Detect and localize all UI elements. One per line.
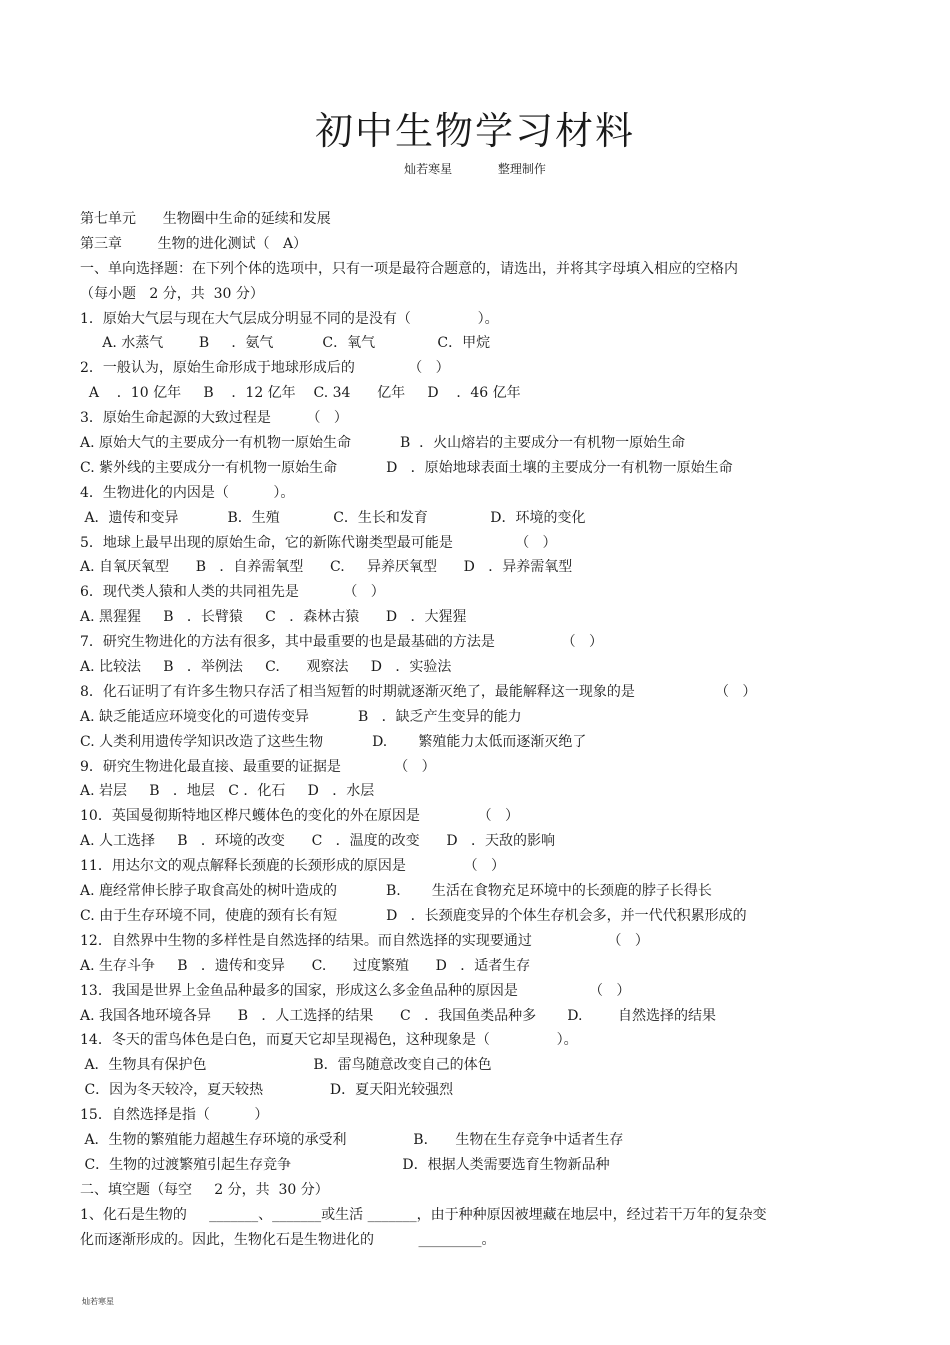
text-line: A．生物具有保护色 B．雷鸟随意改变自己的体色 — [80, 1057, 492, 1074]
document-body — [80, 207, 880, 1252]
text-line: 13．我国是世界上金鱼品种最多的国家，形成这么多金鱼品种的原因是 （ ） — [80, 982, 631, 999]
text-line: A. 鹿经常伸长脖子取食高处的树叶造成的 B. 生活在食物充足环境中的长颈鹿的脖子长得长 — [80, 883, 712, 900]
author: 灿若寒星 — [404, 162, 453, 176]
footer-text: 灿若寒星 — [82, 1297, 114, 1306]
text-line: A．遗传和变异 B．生殖 C．生长和发育 D．环境的变化 — [80, 509, 586, 526]
text-line: A. 水蒸气 B ．氨气 C．氧气 C．甲烷 — [80, 335, 491, 352]
text-line: 化而逐渐形成的。因此，生物化石是生物进化的 _________。 — [80, 1231, 496, 1248]
text-line: C. 人类利用遗传学知识改造了这些生物 D. 繁殖能力太低而逐渐灭绝了 — [80, 733, 587, 750]
text-line: A. 我国各地环境各异 B ．人工选择的结果 C ．我国鱼类品种多 D. 自然选择的结果 — [80, 1007, 717, 1024]
text-line: A. 比较法 B ．举例法 C. 观察法 D ．实验法 — [80, 659, 452, 676]
text-line: A. 自氧厌氧型 B ．自养需氧型 C. 异养厌氧型 D ．异养需氧型 — [80, 559, 573, 576]
text-line: 14．冬天的雷鸟体色是白色，而夏天它却呈现褐色，这种现象是（ ）。 — [80, 1032, 578, 1049]
text-line: C. 由于生存环境不同，使鹿的颈有长有短 D ．长颈鹿变异的个体生存机会多，并一代代积累形成的 — [80, 907, 747, 924]
text-line: 3．原始生命起源的大致过程是 （ ） — [80, 410, 348, 427]
text-line: 5．地球上最早出现的原始生命，它的新陈代谢类型最可能是 （ ） — [80, 534, 557, 551]
text-line: A. 岩层 B ．地层 C ．化石 D ．水层 — [80, 783, 375, 800]
text-line: A. 生存斗争 B ．遗传和变异 C. 过度繁殖 D ．适者生存 — [80, 957, 531, 974]
text-line: 第七单元 生物圈中生命的延续和发展 — [80, 211, 331, 227]
text-line: 8．化石证明了有许多生物只存活了相当短暂的时期就逐渐灭绝了，最能解释这一现象的是 （ ） — [80, 683, 757, 700]
text-line: 2．一般认为，原始生命形成于地球形成后的 （ ） — [80, 360, 450, 377]
text-line: 11．用达尔文的观点解释长颈鹿的长颈形成的原因是 （ ） — [80, 858, 506, 875]
subtitle — [0, 160, 950, 177]
text-line: C．因为冬天较冷，夏天较热 D．夏天阳光较强烈 — [80, 1082, 454, 1099]
text-line: A．生物的繁殖能力超越生存环境的承受利 B． 生物在生存竞争中适者生存 — [80, 1131, 624, 1148]
text-line: 10．英国曼彻斯特地区桦尺蠖体色的变化的外在原因是 （ ） — [80, 808, 520, 825]
page-title: 初中生物学习材料 — [314, 109, 635, 153]
text-line: 第三章 生物的进化测试（ A） — [80, 235, 308, 252]
text-line: C．生物的过渡繁殖引起生存竞争 D．根据人类需要选育生物新品种 — [80, 1156, 610, 1173]
text-line: A. 缺乏能适应环境变化的可遗传变异 B ．缺乏产生变异的能力 — [80, 708, 522, 725]
text-line: 7．研究生物进化的方法有很多，其中最重要的也是最基础的方法是 （ ） — [80, 634, 604, 651]
text-line: 6．现代类人猿和人类的共同祖先是 （ ） — [80, 584, 385, 601]
text-line: 二、填空题（每空 2 分，共 30 分） — [80, 1181, 329, 1198]
text-line: 4．生物进化的内因是（ ）。 — [80, 484, 295, 501]
text-line: 1．原始大气层与现在大气层成分明显不同的是没有（ ）。 — [80, 310, 499, 327]
text-line: C. 紫外线的主要成分一有机物一原始生命 D ．原始地球表面土壤的主要成分一有机物一原始生命 — [80, 459, 733, 476]
text-line: A. 人工选择 B ．环境的改变 C ．温度的改变 D ．天敌的影响 — [80, 833, 555, 850]
text-line: A. 原始大气的主要成分一有机物一原始生命 B ．火山熔岩的主要成分一有机物一原始生命 — [80, 435, 686, 452]
text-line: 9．研究生物进化最直接、最重要的证据是 （ ） — [80, 758, 436, 775]
text-line: 一、单向选择题：在下列个体的选项中，只有一项是最符合题意的，请选出，并将其字母填入相应的空格内 — [80, 260, 738, 277]
text-line: 12．自然界中生物的多样性是自然选择的结果。而自然选择的实现要通过 （ ） — [80, 932, 649, 949]
text-line: 15．自然选择是指（ ） — [80, 1107, 269, 1124]
text-line: A ．10 亿年 B ．12 亿年 C. 34 亿年 D ．46 亿年 — [80, 385, 521, 402]
text-line: A. 黑猩猩 B ．长臂猿 C ．森林古猿 D ．大猩猩 — [80, 609, 467, 626]
text-line: （每小题 2 分，共 30 分） — [80, 285, 264, 302]
edit-note: 整理制作 — [497, 162, 546, 176]
text-line: 1、化石是生物的 _______、_______或生活 _______，由于种种原因被埋藏在地层中，经过若干万年的复杂变 — [80, 1206, 767, 1223]
